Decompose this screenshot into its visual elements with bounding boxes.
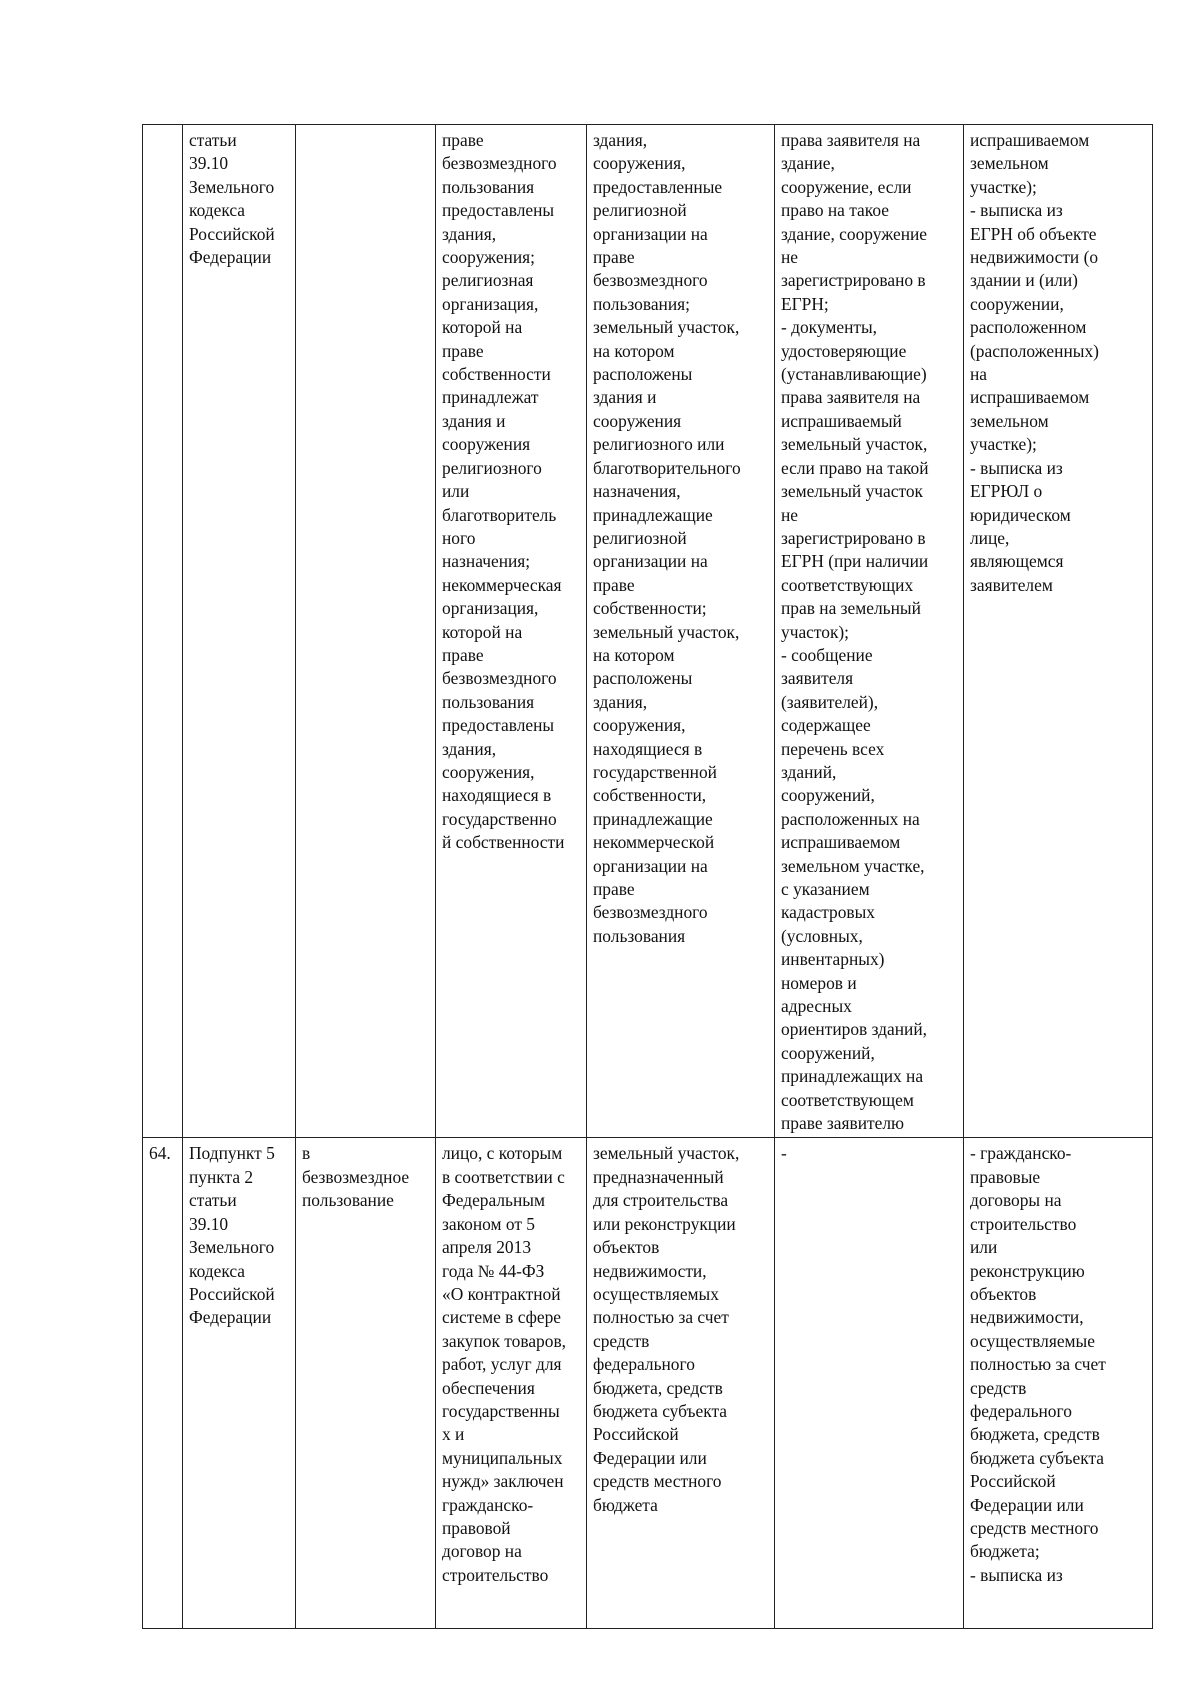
applicant-cell (436, 125, 587, 1138)
docs-applicant-text: права заявителя на здание, сооружение, если право на такое здание, сооружение не зарегистрировано в ЕГРН; - документы, удостоверяющие (устанавливающие) права заявителя на испрашиваемый земельный участок, если право на такой земельный участок не зарегистрировано в ЕГРН (при наличии соответствующих прав на земельный участок); - сообщение заявителя (заявителей), содержащее перечень всех зданий, сооружений, расположенных на испрашиваемом земельном участке, с указанием кадастровых (условных, инвентарных) номеров и адресных ориентиров зданий, сооружений, принадлежащих на соответствующем праве заявителю (781, 130, 929, 1134)
docs-authority-text: - гражданско- правовые договоры на строительство или реконструкцию объектов недвижимости, осуществляемые полностью за счет средств федерального бюджета, средств бюджета субъекта Российской Федерации или средств местного бюджета; - выписка из (970, 1143, 1106, 1585)
docs-applicant-cell (775, 125, 964, 1138)
land-plot-text: здания, сооружения, предоставленные религиозной организации на праве безвозмездного пользования; земельный участок, на котором расположены здания и сооружения религиозного или благотворительного назначения, принадлежащие религиозной организации на праве собственности; земельный участок, на котором расположены здания, сооружения, находящиеся в государственной собственности, принадлежащие некоммерческой организации на праве безвозмездного пользования (593, 130, 741, 946)
row-number-cell (143, 125, 183, 1138)
applicant-text: праве безвозмездного пользования предоставлены здания, сооружения; религиозная организация, которой на праве собственности принадлежат здания и сооружения религиозного или благотворитель ного назначения; некоммерческая организация, которой на праве безвозмездного пользования предоставлены здания, сооружения, находящиеся в государственно й собственности (442, 130, 565, 853)
legal-basis-cell (183, 125, 296, 1138)
right-type-cell (296, 1138, 436, 1629)
docs-applicant-text: - (781, 1143, 787, 1164)
docs-authority-cell (964, 1138, 1153, 1629)
table-row (143, 125, 1153, 1138)
applicant-text: лицо, с которым в соответствии с Федеральным законом от 5 апреля 2013 года № 44-ФЗ «О контрактной системе в сфере закупок товаров, работ, услуг для обеспечения государственны х и муниципальных нужд» заключен гражданско- правовой договор на строительство (442, 1143, 567, 1585)
land-plot-cell (587, 125, 775, 1138)
land-documents-table (142, 124, 1153, 1629)
land-plot-cell (587, 1138, 775, 1629)
legal-basis-text: статьи 39.10 Земельного кодекса Российской Федерации (189, 130, 275, 268)
row-number-cell (143, 1138, 183, 1629)
docs-applicant-cell (775, 1138, 964, 1629)
land-plot-text: земельный участок, предназначенный для строительства или реконструкции объектов недвижимости, осуществляемых полностью за счет средств федерального бюджета, средств бюджета субъекта Российской Федерации или средств местного бюджета (593, 1143, 740, 1515)
right-type-cell (296, 125, 436, 1138)
table-row (143, 1138, 1153, 1629)
right-type-text: в безвозмездное пользование (302, 1143, 410, 1211)
docs-authority-text: испрашиваемом земельном участке); - выписка из ЕГРН об объекте недвижимости (о здании и (или) сооружении, расположенном (расположенных) на испрашиваемом земельном участке); - выписка из ЕГРЮЛ о юридическом лице, являющемся заявителем (970, 130, 1099, 595)
legal-basis-text: Подпункт 5 пункта 2 статьи 39.10 Земельного кодекса Российской Федерации (189, 1143, 275, 1328)
legal-basis-cell (183, 1138, 296, 1629)
row-number: 64. (149, 1143, 171, 1164)
docs-authority-cell (964, 125, 1153, 1138)
applicant-cell (436, 1138, 587, 1629)
